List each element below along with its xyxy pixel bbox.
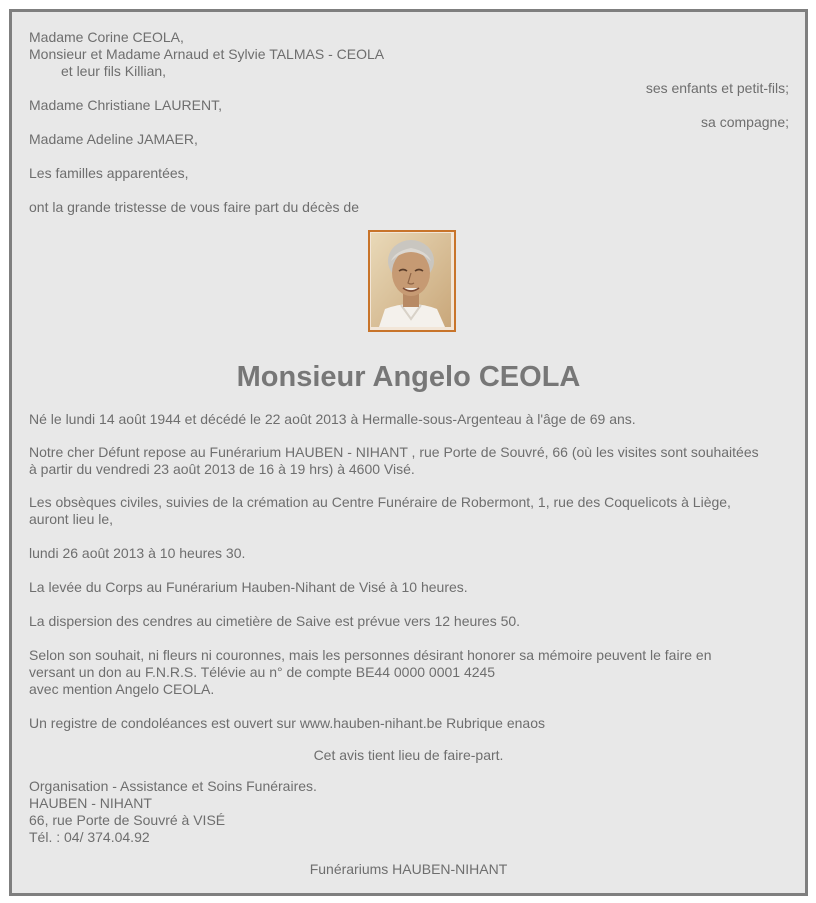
notice-line: Cet avis tient lieu de faire-part. [313, 747, 504, 763]
organisation-address: 66, rue Porte de Souvré à VISÉ [29, 812, 226, 828]
family-line-jamaer: Madame Adeline JAMAER, [29, 131, 198, 147]
relation-partner: sa compagne; [701, 114, 789, 130]
relation-children: ses enfants et petit-fils; [645, 80, 789, 96]
deceased-name: Monsieur Angelo CEOLA [236, 361, 581, 393]
organisation-line-1: Organisation - Assistance et Soins Funéraires. [29, 778, 317, 794]
family-line-talmas: Monsieur et Madame Arnaud et Sylvie TALMAS - CEOLA [29, 46, 385, 62]
announcement-intro: ont la grande tristesse de vous faire part du décès de [29, 199, 359, 215]
funeral-date: lundi 26 août 2013 à 10 heures 30. [29, 545, 246, 561]
dispersion-line: La dispersion des cendres au cimetière de Saive est prévue vers 12 heures 50. [29, 613, 521, 629]
obituary-notice [9, 9, 808, 896]
wish-line-2: versant un don au F.N.R.S. Télévie au n° de compte BE44 0000 0001 4245 [29, 664, 496, 680]
family-line-corine: Madame Corine CEOLA, [29, 29, 184, 45]
wish-line-1: Selon son souhait, ni fleurs ni couronnes, mais les personnes désirant honorer sa mémoire peuvent le faire en [29, 647, 712, 663]
birth-death-line: Né le lundi 14 août 1944 et décédé le 22 août 2013 à Hermalle-sous-Argenteau à l'âge de 69 ans. [29, 411, 636, 427]
deceased-portrait [368, 230, 456, 332]
footer-signature: Funérariums HAUBEN-NIHANT [309, 861, 508, 877]
family-line-laurent: Madame Christiane LAURENT, [29, 97, 222, 113]
repose-line-2: à partir du vendredi 23 août 2013 de 16 à 19 hrs) à 4600 Visé. [29, 461, 415, 477]
wish-line-3: avec mention Angelo CEOLA. [29, 681, 215, 697]
funeral-line-2: auront lieu le, [29, 511, 114, 527]
family-line-relatives: Les familles apparentées, [29, 165, 189, 181]
repose-line-1: Notre cher Défunt repose au Funérarium HAUBEN - NIHANT , rue Porte de Souvré, 66 (où les visites sont souhaitées [29, 444, 759, 460]
portrait-image [371, 233, 451, 327]
condolence-register: Un registre de condoléances est ouvert sur www.hauben-nihant.be Rubrique enaos [29, 715, 545, 731]
organisation-phone: Tél. : 04/ 374.04.92 [29, 829, 150, 845]
levee-line: La levée du Corps au Funérarium Hauben-Nihant de Visé à 10 heures. [29, 579, 468, 595]
funeral-line-1: Les obsèques civiles, suivies de la crémation au Centre Funéraire de Robermont, 1, rue des Coquelicots à Liège, [29, 494, 731, 510]
family-line-killian: et leur fils Killian, [61, 63, 167, 79]
organisation-name: HAUBEN - NIHANT [29, 795, 152, 811]
